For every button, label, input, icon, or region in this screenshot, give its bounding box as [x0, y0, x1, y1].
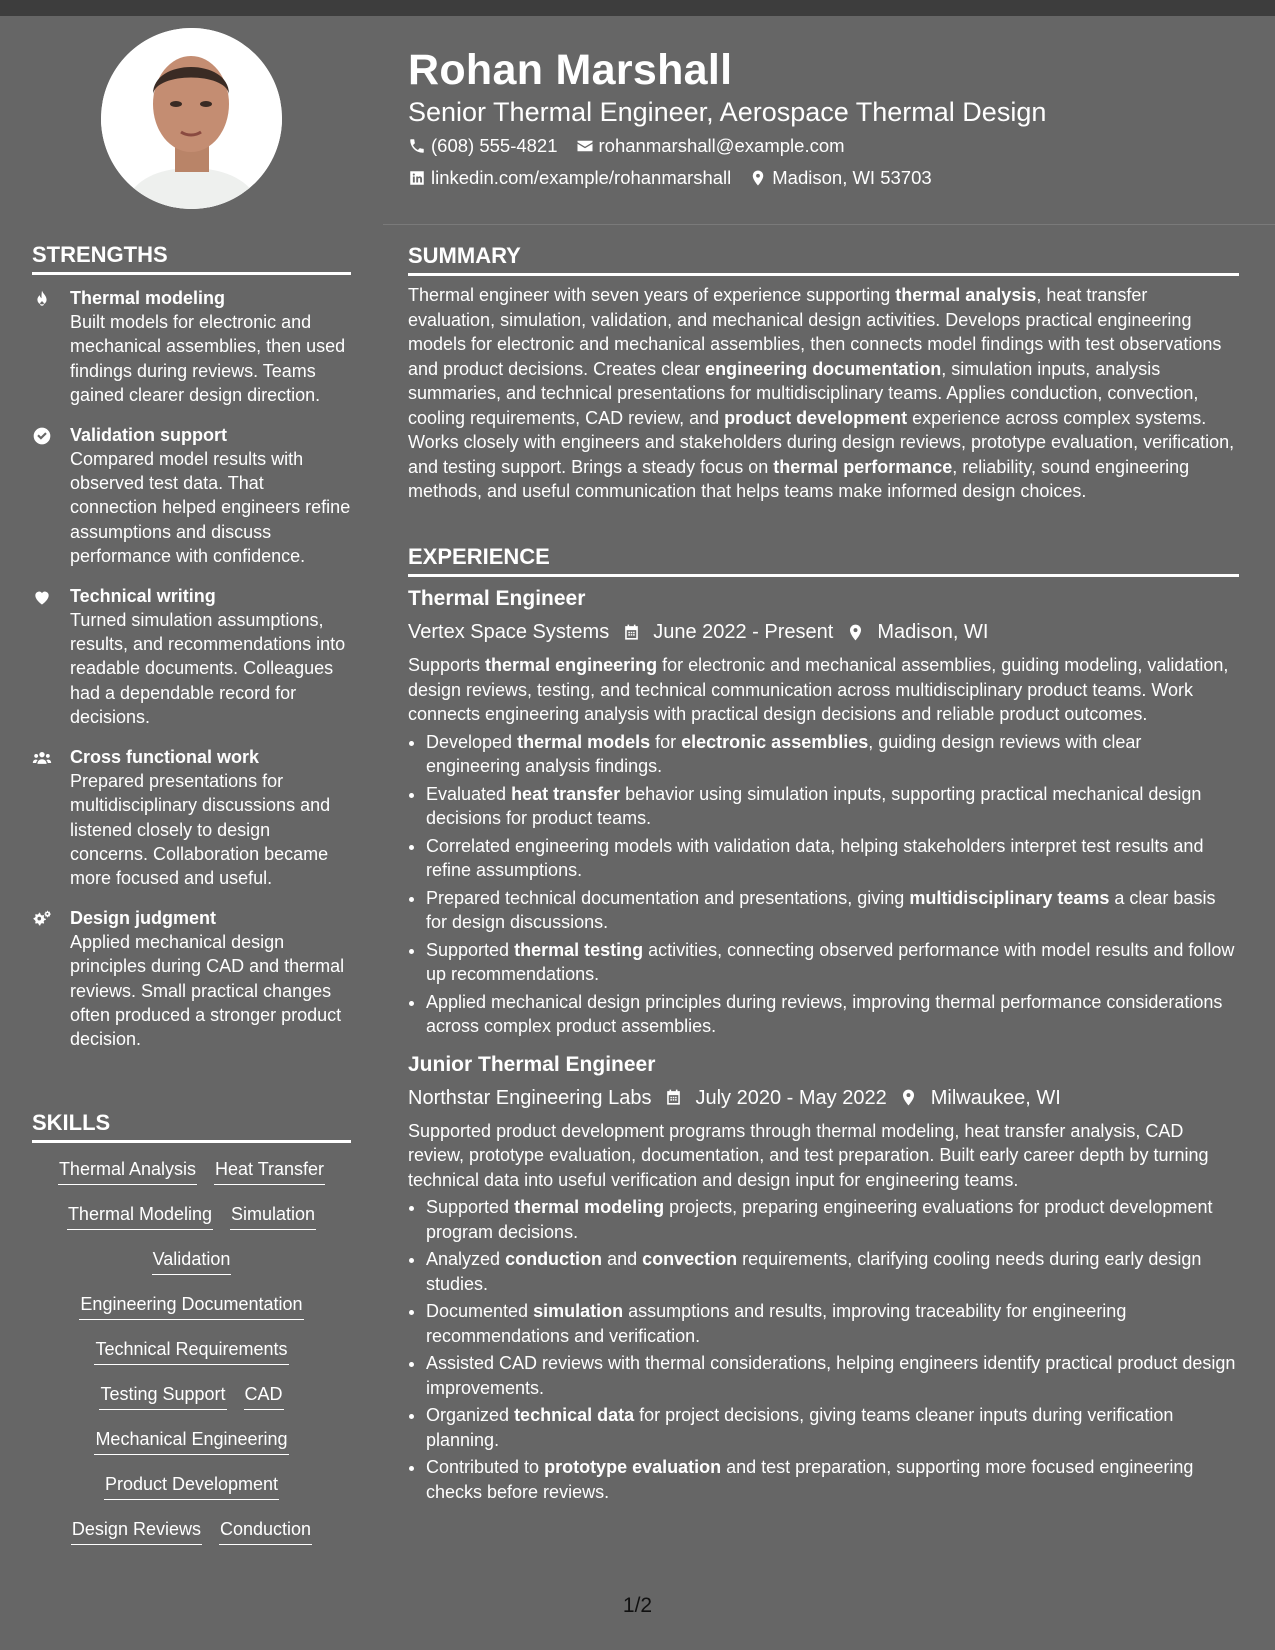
gears-icon [32, 906, 70, 1052]
calendar-icon [663, 1088, 683, 1108]
bullet-item [426, 886, 1239, 935]
strength-body [70, 745, 351, 891]
candidate-name: Rohan Marshall [408, 46, 733, 94]
experience-heading: EXPERIENCE [408, 543, 1239, 577]
bold-text: heat transfer [511, 783, 621, 804]
job-entry [408, 585, 1239, 1039]
bullet-item [426, 1403, 1239, 1452]
page-number: 1/2 [622, 1594, 653, 1617]
bullet-item [426, 1195, 1239, 1244]
skill-row [32, 1292, 351, 1337]
location-contact [749, 166, 931, 190]
phone-icon [408, 137, 426, 155]
strengths-section [32, 241, 351, 1052]
jobs-list [408, 585, 1239, 1504]
text-segment: experience across complex systems. Works closely with engineers and stakeholders during design reviews, prototype evaluation, verification, and testing support. Brings a steady focus on [408, 407, 1235, 477]
summary-heading: SUMMARY [408, 242, 1239, 276]
skill-tag: Design Reviews [71, 1517, 202, 1545]
users-icon [32, 745, 70, 891]
skill-row [32, 1337, 351, 1382]
bold-text: convection [642, 1249, 738, 1269]
bold-text: engineering documentation [705, 358, 942, 379]
strength-body [70, 906, 351, 1052]
text-segment: Supports [408, 655, 486, 675]
contact-row-1 [408, 134, 845, 158]
header-divider [383, 224, 1275, 225]
bold-text: prototype evaluation [544, 1457, 722, 1477]
summary-section [408, 242, 1239, 504]
text-segment: Applied mechanical design principles during reviews, improving thermal performance considerations across complex product assemblies. [426, 991, 1223, 1036]
text-segment: , reliability, sound engineering methods, and useful communication that helps teams make informed design choices. [408, 456, 1190, 501]
skill-tag: Mechanical Engineering [94, 1427, 288, 1455]
text-segment: Evaluated [426, 783, 512, 804]
job-location: Madison, WI [877, 621, 989, 643]
text-segment: Assisted CAD reviews with thermal considerations, helping engineers identify practical product design improvements. [426, 1353, 1236, 1398]
strength-item [32, 584, 351, 730]
strength-description: Applied mechanical design principles during CAD and thermal reviews. Small practical changes often produced a stronger product decision. [70, 931, 345, 1050]
strength-body [70, 584, 351, 730]
job-location: Milwaukee, WI [930, 1086, 1061, 1109]
skill-row [32, 1247, 351, 1292]
job-description [408, 1119, 1239, 1193]
text-segment: Thermal engineer with seven years of experience supporting [408, 285, 896, 305]
strength-item [32, 286, 351, 408]
job-entry [408, 1051, 1239, 1505]
text-segment: Developed [426, 731, 518, 752]
bullet-item [426, 1247, 1239, 1296]
skill-row [32, 1472, 351, 1517]
skill-row [32, 1517, 351, 1562]
strength-title: Cross functional work [70, 746, 260, 767]
strength-description: Compared model results with observed test data. That connection helped engineers refine assumptions and discuss performance with confidence. [70, 448, 351, 567]
phone-text[interactable]: (608) 555-4821 [431, 135, 558, 156]
text-segment: for project decisions, giving teams cleaner inputs during verification planning. [426, 1405, 1174, 1450]
skill-tag: Conduction [219, 1517, 312, 1545]
bold-text: product development [724, 407, 908, 428]
strengths-heading: STRENGTHS [32, 241, 351, 275]
text-segment: behavior using simulation inputs, supporting practical mechanical design decisions for product teams. [426, 783, 1202, 828]
phone-contact [408, 134, 558, 158]
bullet-item [426, 1299, 1239, 1348]
bold-text: thermal analysis [895, 285, 1037, 305]
skill-tag: Testing Support [99, 1382, 226, 1410]
job-dates: June 2022 - Present [653, 621, 834, 643]
bullet-item [426, 834, 1239, 883]
strength-item [32, 906, 351, 1052]
heart-icon [32, 584, 70, 730]
text-segment: Correlated engineering models with validation data, helping stakeholders interpret test results and refine assumptions. [426, 835, 1204, 880]
profile-photo [101, 28, 282, 209]
job-meta [408, 618, 1239, 646]
skill-tag: Validation [152, 1247, 232, 1275]
strength-description: Prepared presentations for multidisciplinary discussions and listened closely to design concerns. Collaboration became more focused and useful. [70, 770, 331, 889]
job-dates: July 2020 - May 2022 [695, 1086, 887, 1109]
text-segment: for [650, 731, 682, 752]
linkedin-text[interactable]: linkedin.com/example/rohanmarshall [431, 167, 732, 188]
bullet-item [426, 782, 1239, 831]
strength-title: Design judgment [70, 907, 217, 928]
skill-row [32, 1382, 351, 1427]
skills-heading: SKILLS [32, 1109, 351, 1143]
skill-row [32, 1157, 351, 1202]
strength-description: Turned simulation assumptions, results, and recommendations into readable documents. Colleagues had a dependable record for decisions. [70, 609, 346, 728]
text-segment: assumptions and results, improving traceability for engineering recommendations and verification. [426, 1301, 1127, 1346]
text-segment: a clear basis for design discussions. [426, 887, 1216, 932]
map-pin-icon [845, 622, 865, 642]
strength-title: Validation support [70, 424, 228, 445]
text-segment: Analyzed [426, 1249, 506, 1269]
bold-text: multidisciplinary teams [909, 887, 1110, 908]
map-pin-icon [749, 169, 767, 187]
bold-text: conduction [505, 1249, 603, 1269]
contact-row-2 [408, 166, 932, 190]
text-segment: and test preparation, supporting more focused engineering checks before reviews. [426, 1457, 1194, 1502]
text-segment: for electronic and mechanical assemblies, guiding modeling, validation, design reviews, testing, and technical communication across multidisciplinary product teams. Work connects engineering analysis with practical design decisions and reliable product outcomes. [408, 655, 1229, 724]
text-segment: Contributed to [426, 1457, 545, 1477]
job-description [408, 653, 1239, 727]
text-segment: requirements, clarifying cooling needs during early design studies. [426, 1249, 1202, 1294]
summary-text [408, 283, 1239, 504]
skills-section [32, 1109, 351, 1562]
skill-tag: Simulation [230, 1202, 316, 1230]
job-bullets [408, 730, 1239, 1039]
job-meta [408, 1084, 1239, 1112]
envelope-icon [576, 137, 594, 155]
text-segment: , guiding design reviews with clear engineering analysis findings. [426, 731, 1142, 776]
text-segment: Documented [426, 1301, 534, 1321]
bullet-item [426, 1351, 1239, 1400]
bullet-item [426, 990, 1239, 1039]
skill-tag: CAD [244, 1382, 284, 1410]
email-text[interactable]: rohanmarshall@example.com [598, 135, 845, 156]
bold-text: electronic assemblies [681, 731, 869, 752]
job-title: Junior Thermal Engineer [408, 1052, 656, 1076]
strength-title: Thermal modeling [70, 288, 226, 308]
strength-item [32, 745, 351, 891]
text-segment: activities, connecting observed performance with model results and follow up recommendations. [426, 939, 1235, 984]
bullet-item [426, 938, 1239, 987]
strength-body [70, 423, 351, 569]
job-title: Thermal Engineer [408, 587, 586, 610]
job-bullets [408, 1195, 1239, 1504]
text-segment: Supported product development programs through thermal modeling, heat transfer analysis, CAD review, prototype evaluation, documentation, and test preparation. Built early career depth by turning technical data into useful verification and design input for engineering teams. [408, 1120, 1209, 1190]
strength-item [32, 423, 351, 569]
email-contact [576, 134, 845, 158]
bullet-item [426, 730, 1239, 779]
candidate-title: Senior Thermal Engineer, Aerospace Thermal Design [408, 97, 1047, 127]
skill-tag: Product Development [104, 1472, 279, 1500]
skill-tag: Engineering Documentation [79, 1292, 303, 1320]
bold-text: thermal modeling [514, 1197, 665, 1217]
linkedin-contact [408, 166, 731, 190]
skill-row [32, 1427, 351, 1472]
company-name: Vertex Space Systems [408, 621, 610, 643]
skills-list [32, 1157, 351, 1562]
skill-tag: Heat Transfer [214, 1157, 325, 1185]
text-segment: Supported [426, 1197, 515, 1217]
bold-text: technical data [514, 1405, 635, 1425]
text-segment: , simulation inputs, analysis summaries, and technical presentations for multidisciplinary teams. Applies conduction, convection, cooling requirements, CAD review, and [408, 358, 1199, 428]
bullet-item [426, 1455, 1239, 1504]
experience-section [408, 543, 1239, 1507]
strengths-list [32, 286, 351, 1052]
fire-icon [32, 286, 70, 408]
bold-text: thermal performance [773, 456, 953, 477]
bold-text: thermal models [517, 731, 651, 752]
skill-row [32, 1202, 351, 1247]
bold-text: thermal testing [514, 939, 644, 960]
bold-text: simulation [533, 1301, 624, 1321]
linkedin-icon [408, 169, 426, 187]
location-text: Madison, WI 53703 [772, 167, 932, 188]
text-segment: Organized [426, 1405, 515, 1425]
strength-title: Technical writing [70, 585, 216, 606]
top-bar [0, 0, 1275, 16]
check-circle-icon [32, 423, 70, 569]
skill-tag: Thermal Analysis [58, 1157, 197, 1185]
strength-description: Built models for electronic and mechanical assemblies, then used findings during reviews. Teams gained clearer design direction. [70, 312, 346, 406]
skill-tag: Thermal Modeling [67, 1202, 213, 1230]
calendar-icon [621, 622, 641, 642]
text-segment: Supported [426, 939, 515, 960]
text-segment: and [602, 1249, 643, 1269]
skill-tag: Technical Requirements [94, 1337, 288, 1365]
text-segment: projects, preparing engineering evaluations for product development program decisions. [426, 1197, 1213, 1242]
company-name: Northstar Engineering Labs [408, 1086, 652, 1109]
bold-text: thermal engineering [485, 655, 658, 675]
text-segment: Prepared technical documentation and presentations, giving [426, 887, 910, 908]
map-pin-icon [899, 1088, 919, 1108]
strength-body [70, 286, 351, 408]
text-segment: , heat transfer evaluation, simulation, validation, and mechanical design activities. Develops practical engineering models for electronic and mechanical assemblies, then connects model findings with test observations and product decisions. Creates clear [408, 285, 1222, 379]
